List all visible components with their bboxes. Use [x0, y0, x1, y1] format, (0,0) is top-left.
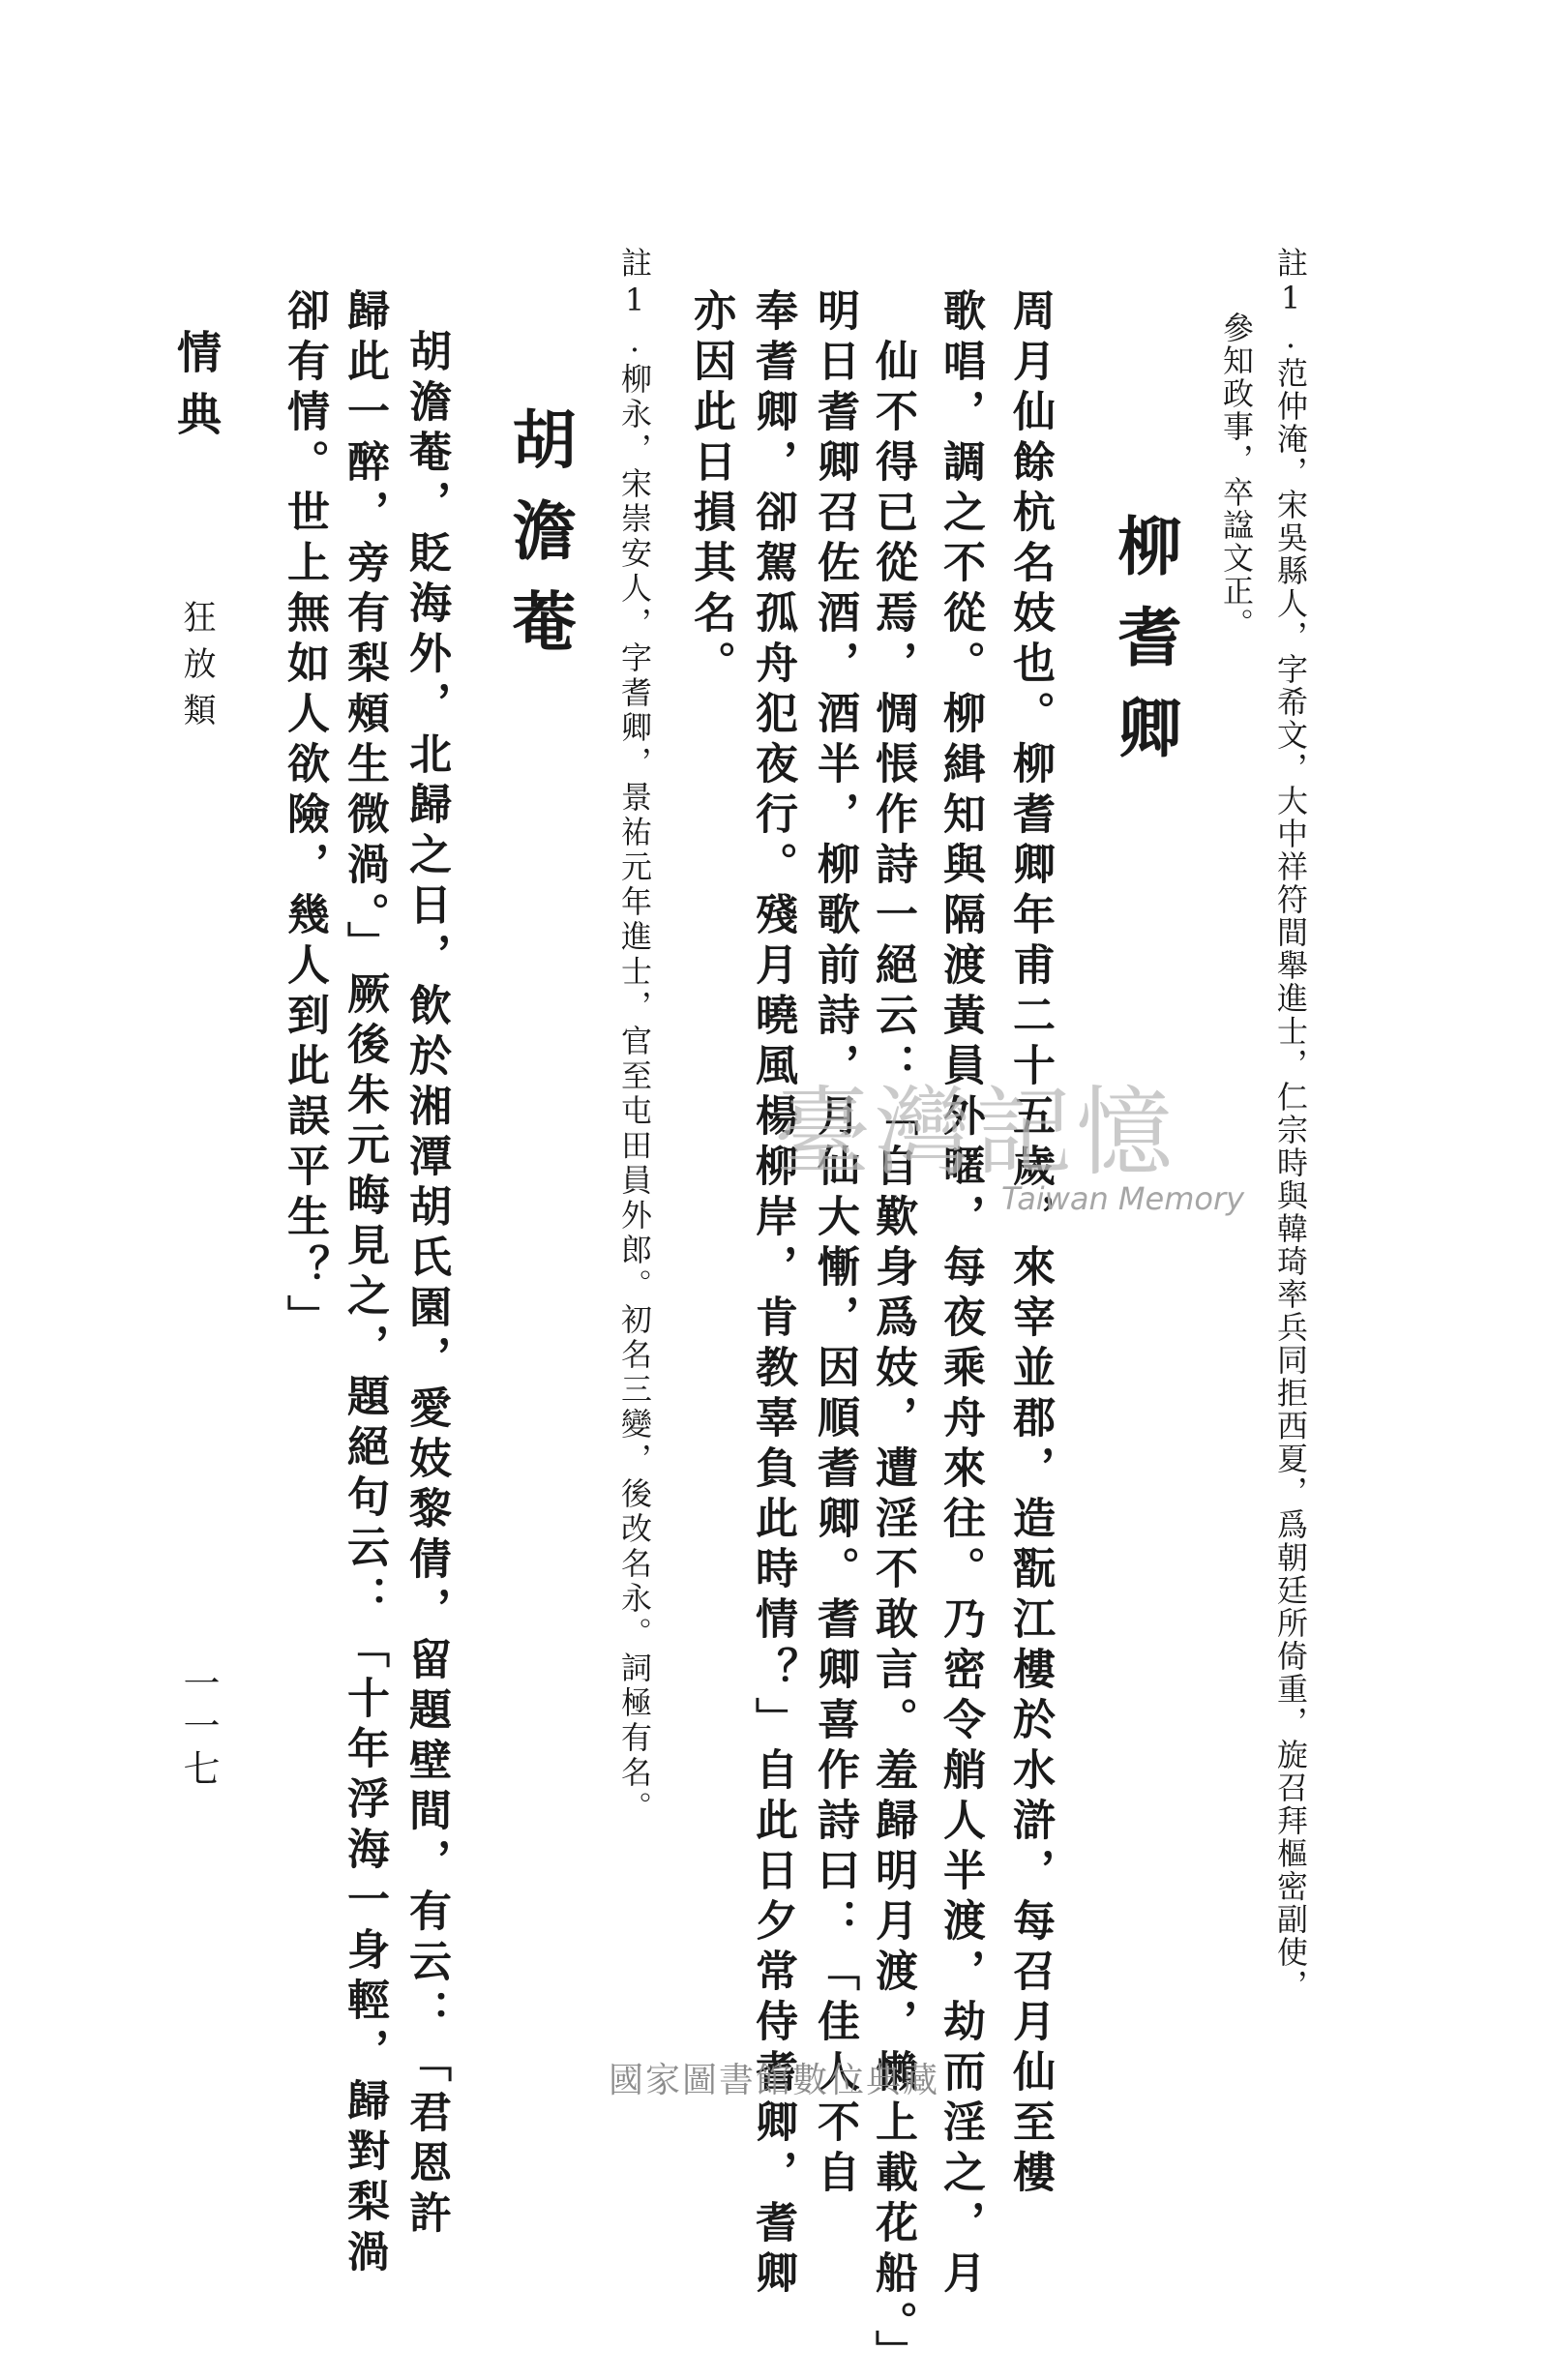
section-title-liu-qiqing: 柳耆卿 — [1107, 513, 1182, 786]
text-column: 仙不得已從焉，惆悵作詩一絕云：「自歎身爲妓，遭淫不敢言。羞歸明月渡，懶上載花船。」 — [868, 339, 917, 2380]
page-number: 一一七 — [177, 1664, 220, 1792]
text-column: 胡澹菴，貶海外，北歸之日，飲於湘潭胡氏園，愛妓黎倩，留題壁間，有云：「君恩許 — [402, 329, 451, 2241]
text-column: 周月仙餘杭名妓也。柳耆卿年甫二十五歲，來宰並郡，造翫江樓於水滸，每召月仙至樓 — [1005, 288, 1055, 2200]
text-column: 明日耆卿召佐酒，酒半，柳歌前詩，月仙大慚，因順耆卿。耆卿喜作詩曰：「佳人不自 — [810, 288, 859, 2200]
text-column: 奉耆卿，卻駕孤舟犯夜行。殘月曉風楊柳岸，肯教辜負此時情？」自此日夕常侍耆卿，耆卿 — [748, 288, 797, 2301]
footnote-liu-yong: 註1.柳永，宋崇安人，字耆卿，景祐元年進士，官至屯田員外郎。初名三變，後改名永。詞極有名。 — [616, 247, 653, 1826]
footer-institution: 國家圖書館數位典藏 — [608, 2061, 939, 2100]
text-column: 歌唱，調之不從。柳緝知與隔渡黃員外暱，每夜乘舟來往。乃密令艄人半渡，劫而淫之，月 — [936, 288, 985, 2301]
footnote-1-line-2: 參知政事，卒諡文正。 — [1218, 312, 1255, 640]
text-column: 亦因此日損其名。 — [686, 288, 735, 691]
footnote-1-line-1: 註1.范仲淹，宋吳縣人，字希文，大中祥符間舉進士，仁宗時與韓琦率兵同拒西夏，爲朝廷所倚重，旋召拜樞密副使， — [1272, 247, 1309, 2002]
watermark-logo: 臺灣記憶 — [774, 1076, 1176, 1189]
category-label: 狂放類 — [177, 600, 216, 739]
running-title: 情典 — [170, 329, 223, 453]
watermark-subtitle: Taiwan Memory — [1001, 1180, 1245, 1217]
section-title-hu-danan: 胡澹菴 — [501, 406, 577, 679]
text-column: 歸此一醉，旁有梨頰生微渦。」厥後朱元晦見之，題絕句云：「十年浮海一身輕，歸對梨渦 — [340, 288, 389, 2279]
text-column: 卻有情。世上無如人欲險，幾人到此誤平生？」 — [280, 288, 329, 1345]
